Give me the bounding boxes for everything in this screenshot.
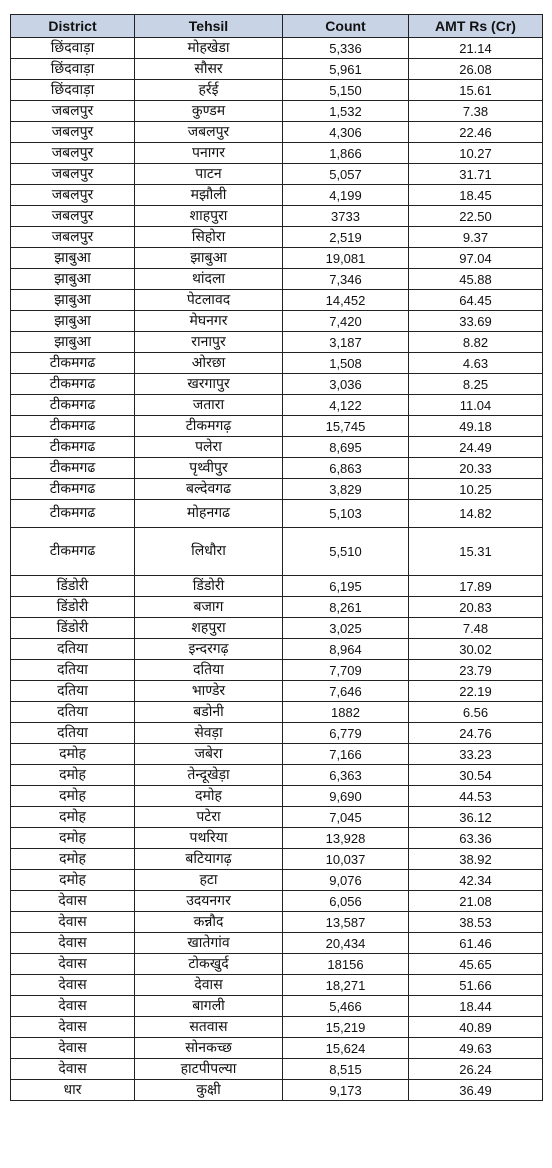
cell-tehsil: कन्नौद <box>135 912 283 933</box>
cell-count: 15,624 <box>283 1038 409 1059</box>
cell-amount: 49.18 <box>409 416 543 437</box>
cell-count: 8,695 <box>283 437 409 458</box>
cell-amount: 64.45 <box>409 290 543 311</box>
cell-amount: 44.53 <box>409 786 543 807</box>
cell-count: 9,690 <box>283 786 409 807</box>
cell-district: टीकमगढ <box>11 500 135 528</box>
table-row <box>11 437 543 458</box>
cell-count: 3,036 <box>283 374 409 395</box>
table-row <box>11 702 543 723</box>
cell-amount: 14.82 <box>409 500 543 528</box>
cell-amount: 10.27 <box>409 143 543 164</box>
table-row <box>11 353 543 374</box>
cell-amount: 36.12 <box>409 807 543 828</box>
table-row <box>11 639 543 660</box>
cell-tehsil: इन्दरगढ़ <box>135 639 283 660</box>
table-row <box>11 185 543 206</box>
cell-count: 7,709 <box>283 660 409 681</box>
cell-amount: 17.89 <box>409 576 543 597</box>
cell-district: देवास <box>11 933 135 954</box>
cell-amount: 30.54 <box>409 765 543 786</box>
header-amount: AMT Rs (Cr) <box>409 15 543 38</box>
cell-district: टीकमगढ <box>11 479 135 500</box>
cell-count: 6,779 <box>283 723 409 744</box>
cell-count: 4,306 <box>283 122 409 143</box>
table-row <box>11 765 543 786</box>
cell-tehsil: टोकखुर्द <box>135 954 283 975</box>
cell-tehsil: देवास <box>135 975 283 996</box>
cell-tehsil: दमोह <box>135 786 283 807</box>
cell-tehsil: सौसर <box>135 59 283 80</box>
cell-amount: 33.69 <box>409 311 543 332</box>
cell-amount: 31.71 <box>409 164 543 185</box>
cell-count: 7,420 <box>283 311 409 332</box>
cell-amount: 42.34 <box>409 870 543 891</box>
cell-tehsil: मोहखेडा <box>135 38 283 59</box>
cell-amount: 10.25 <box>409 479 543 500</box>
cell-district: जबलपुर <box>11 143 135 164</box>
cell-amount: 7.48 <box>409 618 543 639</box>
cell-count: 7,045 <box>283 807 409 828</box>
cell-district: टीकमगढ <box>11 353 135 374</box>
cell-count: 1,532 <box>283 101 409 122</box>
cell-district: दमोह <box>11 849 135 870</box>
table-row <box>11 786 543 807</box>
cell-amount: 24.76 <box>409 723 543 744</box>
cell-tehsil: मेघनगर <box>135 311 283 332</box>
cell-amount: 97.04 <box>409 248 543 269</box>
cell-district: दमोह <box>11 870 135 891</box>
table-row <box>11 143 543 164</box>
table-row <box>11 269 543 290</box>
cell-count: 9,076 <box>283 870 409 891</box>
cell-tehsil: हटा <box>135 870 283 891</box>
cell-district: धार <box>11 1080 135 1101</box>
cell-amount: 30.02 <box>409 639 543 660</box>
cell-district: देवास <box>11 996 135 1017</box>
cell-count: 7,646 <box>283 681 409 702</box>
table-row <box>11 1017 543 1038</box>
table-row <box>11 206 543 227</box>
cell-tehsil: बजाग <box>135 597 283 618</box>
table-row <box>11 395 543 416</box>
cell-tehsil: पाटन <box>135 164 283 185</box>
table-body <box>11 38 543 1101</box>
cell-count: 6,056 <box>283 891 409 912</box>
cell-district: दमोह <box>11 807 135 828</box>
cell-district: टीकमगढ <box>11 528 135 576</box>
table-row <box>11 101 543 122</box>
cell-amount: 26.24 <box>409 1059 543 1080</box>
table-row <box>11 311 543 332</box>
table-row <box>11 828 543 849</box>
table-row <box>11 996 543 1017</box>
cell-district: दतिया <box>11 639 135 660</box>
cell-count: 15,745 <box>283 416 409 437</box>
cell-tehsil: डिंडोरी <box>135 576 283 597</box>
data-table <box>10 14 543 1101</box>
cell-count: 14,452 <box>283 290 409 311</box>
cell-tehsil: सेवड़ा <box>135 723 283 744</box>
cell-count: 13,928 <box>283 828 409 849</box>
cell-tehsil: दतिया <box>135 660 283 681</box>
table-row <box>11 59 543 80</box>
cell-count: 5,961 <box>283 59 409 80</box>
table-row <box>11 122 543 143</box>
cell-amount: 8.25 <box>409 374 543 395</box>
table-row <box>11 660 543 681</box>
cell-district: दमोह <box>11 765 135 786</box>
cell-count: 5,510 <box>283 528 409 576</box>
table-row <box>11 1080 543 1101</box>
table-row <box>11 576 543 597</box>
cell-count: 1,508 <box>283 353 409 374</box>
cell-district: जबलपुर <box>11 185 135 206</box>
cell-district: जबलपुर <box>11 101 135 122</box>
table-row <box>11 849 543 870</box>
table-row <box>11 38 543 59</box>
table-row <box>11 597 543 618</box>
cell-district: दतिया <box>11 723 135 744</box>
cell-amount: 18.44 <box>409 996 543 1017</box>
cell-count: 3,829 <box>283 479 409 500</box>
cell-amount: 11.04 <box>409 395 543 416</box>
cell-count: 6,863 <box>283 458 409 479</box>
cell-tehsil: ओरछा <box>135 353 283 374</box>
cell-tehsil: बडोनी <box>135 702 283 723</box>
cell-district: झाबुआ <box>11 248 135 269</box>
table-row <box>11 227 543 248</box>
cell-amount: 21.08 <box>409 891 543 912</box>
cell-district: देवास <box>11 975 135 996</box>
cell-tehsil: पृथ्वीपुर <box>135 458 283 479</box>
cell-amount: 49.63 <box>409 1038 543 1059</box>
table-row <box>11 1038 543 1059</box>
cell-amount: 20.33 <box>409 458 543 479</box>
cell-amount: 26.08 <box>409 59 543 80</box>
cell-district: दतिया <box>11 702 135 723</box>
cell-amount: 7.38 <box>409 101 543 122</box>
cell-count: 5,103 <box>283 500 409 528</box>
table-row <box>11 807 543 828</box>
table-row <box>11 248 543 269</box>
cell-amount: 61.46 <box>409 933 543 954</box>
table-row <box>11 912 543 933</box>
cell-tehsil: बागली <box>135 996 283 1017</box>
cell-amount: 38.53 <box>409 912 543 933</box>
cell-amount: 22.50 <box>409 206 543 227</box>
cell-tehsil: जतारा <box>135 395 283 416</box>
table-row <box>11 164 543 185</box>
cell-count: 20,434 <box>283 933 409 954</box>
cell-district: टीकमगढ <box>11 374 135 395</box>
cell-count: 9,173 <box>283 1080 409 1101</box>
table-row <box>11 891 543 912</box>
cell-count: 8,515 <box>283 1059 409 1080</box>
cell-amount: 15.61 <box>409 80 543 101</box>
cell-district: झाबुआ <box>11 290 135 311</box>
table-row <box>11 870 543 891</box>
cell-district: देवास <box>11 1059 135 1080</box>
cell-count: 7,166 <box>283 744 409 765</box>
cell-count: 7,346 <box>283 269 409 290</box>
cell-district: जबलपुर <box>11 164 135 185</box>
cell-count: 3,025 <box>283 618 409 639</box>
cell-tehsil: पलेरा <box>135 437 283 458</box>
cell-count: 4,122 <box>283 395 409 416</box>
cell-tehsil: जबलपुर <box>135 122 283 143</box>
table-row <box>11 975 543 996</box>
cell-amount: 45.88 <box>409 269 543 290</box>
cell-count: 1882 <box>283 702 409 723</box>
table-row <box>11 332 543 353</box>
header-tehsil: Tehsil <box>135 15 283 38</box>
cell-district: छिंदवाड़ा <box>11 38 135 59</box>
table-row <box>11 618 543 639</box>
header-district: District <box>11 15 135 38</box>
cell-district: झाबुआ <box>11 269 135 290</box>
cell-district: छिंदवाड़ा <box>11 59 135 80</box>
cell-district: जबलपुर <box>11 227 135 248</box>
cell-district: डिंडोरी <box>11 597 135 618</box>
cell-amount: 18.45 <box>409 185 543 206</box>
table-row <box>11 744 543 765</box>
cell-amount: 4.63 <box>409 353 543 374</box>
cell-district: दमोह <box>11 786 135 807</box>
cell-amount: 15.31 <box>409 528 543 576</box>
table-row <box>11 80 543 101</box>
cell-tehsil: भाण्डेर <box>135 681 283 702</box>
cell-amount: 22.19 <box>409 681 543 702</box>
cell-district: जबलपुर <box>11 122 135 143</box>
cell-count: 2,519 <box>283 227 409 248</box>
cell-amount: 22.46 <box>409 122 543 143</box>
cell-count: 8,261 <box>283 597 409 618</box>
cell-district: डिंडोरी <box>11 618 135 639</box>
cell-amount: 24.49 <box>409 437 543 458</box>
cell-count: 6,363 <box>283 765 409 786</box>
cell-count: 5,057 <box>283 164 409 185</box>
cell-count: 10,037 <box>283 849 409 870</box>
cell-tehsil: जबेरा <box>135 744 283 765</box>
header-count: Count <box>283 15 409 38</box>
cell-district: देवास <box>11 912 135 933</box>
cell-district: देवास <box>11 1017 135 1038</box>
cell-tehsil: टीकमगढ़ <box>135 416 283 437</box>
cell-count: 13,587 <box>283 912 409 933</box>
cell-tehsil: मझौली <box>135 185 283 206</box>
cell-tehsil: हर्रई <box>135 80 283 101</box>
cell-amount: 38.92 <box>409 849 543 870</box>
cell-tehsil: खरगापुर <box>135 374 283 395</box>
table-row <box>11 1059 543 1080</box>
cell-tehsil: झाबुआ <box>135 248 283 269</box>
cell-tehsil: उदयनगर <box>135 891 283 912</box>
cell-amount: 63.36 <box>409 828 543 849</box>
cell-tehsil: सतवास <box>135 1017 283 1038</box>
cell-count: 6,195 <box>283 576 409 597</box>
cell-count: 8,964 <box>283 639 409 660</box>
cell-tehsil: सोनकच्छ <box>135 1038 283 1059</box>
cell-district: डिंडोरी <box>11 576 135 597</box>
cell-district: जबलपुर <box>11 206 135 227</box>
cell-tehsil: पेटलावद <box>135 290 283 311</box>
cell-count: 3733 <box>283 206 409 227</box>
cell-tehsil: तेन्दूखेड़ा <box>135 765 283 786</box>
cell-tehsil: बल्देवगढ <box>135 479 283 500</box>
cell-district: झाबुआ <box>11 311 135 332</box>
table-row <box>11 458 543 479</box>
table-row <box>11 528 543 576</box>
cell-count: 1,866 <box>283 143 409 164</box>
cell-amount: 33.23 <box>409 744 543 765</box>
cell-count: 5,336 <box>283 38 409 59</box>
cell-count: 4,199 <box>283 185 409 206</box>
table-row <box>11 416 543 437</box>
table-row <box>11 479 543 500</box>
cell-tehsil: बटियागढ़ <box>135 849 283 870</box>
cell-tehsil: खातेगांव <box>135 933 283 954</box>
cell-amount: 8.82 <box>409 332 543 353</box>
table-row <box>11 500 543 528</box>
cell-district: टीकमगढ <box>11 416 135 437</box>
cell-count: 18,271 <box>283 975 409 996</box>
cell-count: 5,466 <box>283 996 409 1017</box>
cell-district: देवास <box>11 1038 135 1059</box>
cell-tehsil: कुक्षी <box>135 1080 283 1101</box>
table-row <box>11 681 543 702</box>
cell-amount: 23.79 <box>409 660 543 681</box>
cell-district: टीकमगढ <box>11 395 135 416</box>
cell-amount: 45.65 <box>409 954 543 975</box>
cell-district: दतिया <box>11 681 135 702</box>
cell-tehsil: थांदला <box>135 269 283 290</box>
cell-amount: 20.83 <box>409 597 543 618</box>
cell-count: 18156 <box>283 954 409 975</box>
cell-tehsil: कुण्डम <box>135 101 283 122</box>
cell-district: झाबुआ <box>11 332 135 353</box>
cell-tehsil: पटेरा <box>135 807 283 828</box>
cell-district: छिंदवाड़ा <box>11 80 135 101</box>
cell-amount: 51.66 <box>409 975 543 996</box>
cell-amount: 9.37 <box>409 227 543 248</box>
cell-amount: 36.49 <box>409 1080 543 1101</box>
table-row <box>11 374 543 395</box>
cell-count: 19,081 <box>283 248 409 269</box>
cell-tehsil: शहपुरा <box>135 618 283 639</box>
table-row <box>11 723 543 744</box>
cell-tehsil: मोहनगढ <box>135 500 283 528</box>
cell-tehsil: पनागर <box>135 143 283 164</box>
table-row <box>11 954 543 975</box>
cell-tehsil: लिधौरा <box>135 528 283 576</box>
cell-amount: 21.14 <box>409 38 543 59</box>
cell-amount: 40.89 <box>409 1017 543 1038</box>
cell-tehsil: पथरिया <box>135 828 283 849</box>
table-row <box>11 290 543 311</box>
cell-district: दमोह <box>11 744 135 765</box>
cell-tehsil: हाटपीपल्या <box>135 1059 283 1080</box>
cell-tehsil: सिहोरा <box>135 227 283 248</box>
header-row <box>11 15 543 38</box>
cell-amount: 6.56 <box>409 702 543 723</box>
cell-count: 15,219 <box>283 1017 409 1038</box>
cell-district: टीकमगढ <box>11 437 135 458</box>
cell-district: देवास <box>11 891 135 912</box>
cell-tehsil: रानापुर <box>135 332 283 353</box>
cell-tehsil: शाहपुरा <box>135 206 283 227</box>
table-row <box>11 933 543 954</box>
cell-district: देवास <box>11 954 135 975</box>
cell-district: दमोह <box>11 828 135 849</box>
cell-district: टीकमगढ <box>11 458 135 479</box>
cell-count: 5,150 <box>283 80 409 101</box>
cell-count: 3,187 <box>283 332 409 353</box>
cell-district: दतिया <box>11 660 135 681</box>
